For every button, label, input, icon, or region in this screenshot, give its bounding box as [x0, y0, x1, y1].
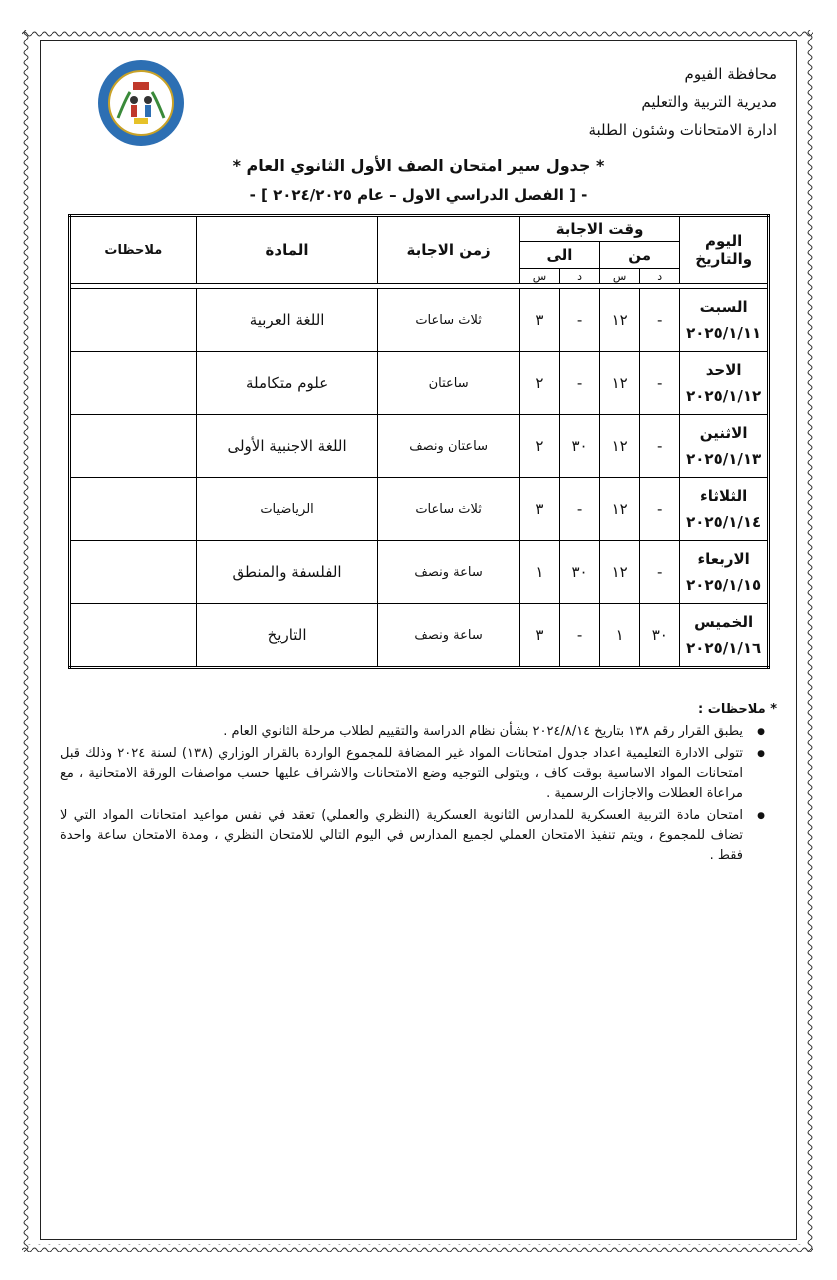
exam-schedule-table: [68, 214, 770, 669]
from-hour-cell: ١٢: [600, 478, 640, 541]
notes-cell: [70, 604, 197, 668]
notes-list: [60, 722, 755, 866]
from-minute-cell: -: [640, 541, 680, 604]
day-date-cell: [680, 352, 769, 415]
date-value: ٢٠٢٥/١/١١: [686, 324, 762, 342]
from-minute-cell: -: [640, 415, 680, 478]
day-date-cell: [680, 478, 769, 541]
day-date-cell: [680, 415, 769, 478]
duration-cell: ساعة ونصف: [378, 541, 519, 604]
from-hour-cell: ١٢: [600, 541, 640, 604]
from-minute-cell: ٣٠: [640, 604, 680, 668]
to-hour-cell: ٢: [519, 352, 559, 415]
subject-cell: علوم متكاملة: [196, 352, 378, 415]
header-from-hour: س: [600, 269, 640, 284]
day-date-cell: [680, 604, 769, 668]
date-value: ٢٠٢٥/١/١٤: [686, 513, 762, 531]
governorate-label: محافظة الفيوم: [684, 65, 777, 83]
day-name: الاربعاء: [697, 550, 750, 568]
page-subtitle: - [ الفصل الدراسي الاول – عام ٢٠٢٤/٢٠٢٥ ] -: [249, 186, 588, 204]
table-row: [70, 478, 769, 541]
subject-cell: التاريخ: [196, 604, 378, 668]
date-value: ٢٠٢٥/١/١٦: [686, 639, 762, 657]
date-value: ٢٠٢٥/١/١٥: [686, 576, 762, 594]
to-hour-cell: ١: [519, 541, 559, 604]
note-item: ● تتولى الادارة التعليمية اعداد جدول امتحانات المواد غير المضافة للمجموع الواردة بالقرار الوزاري (١٣٨) لسنة ٢٠٢٤ وذلك قبل امتحانات المواد الاساسية بوقت كاف ، ويتولى التوجيه وضع الامتحانات والاشراف عليها حسب مواصفات الورقة الامتحانية ، مع مراعاة العطلات والاجازات الرسمية .: [60, 744, 755, 804]
from-hour-cell: ١: [600, 604, 640, 668]
duration-cell: ساعة ونصف: [378, 604, 519, 668]
from-hour-cell: ١٢: [600, 289, 640, 352]
from-hour-cell: ١٢: [600, 352, 640, 415]
header-answer-time: وقت الاجابة: [519, 216, 679, 242]
to-hour-cell: ٣: [519, 478, 559, 541]
table-row: [70, 289, 769, 352]
subject-cell: الفلسفة والمنطق: [196, 541, 378, 604]
duration-cell: ساعتان: [378, 352, 519, 415]
subject-cell: اللغة الاجنبية الأولى: [196, 415, 378, 478]
header-from: من: [600, 242, 680, 269]
notes-heading: * ملاحظات :: [698, 702, 777, 717]
subject-cell: اللغة العربية: [196, 289, 378, 352]
to-minute-cell: -: [559, 478, 599, 541]
table-row: [70, 604, 769, 668]
day-name: الثلاثاء: [700, 487, 748, 505]
to-minute-cell: ٣٠: [559, 415, 599, 478]
table-row: [70, 352, 769, 415]
to-hour-cell: ٣: [519, 604, 559, 668]
note-item: ● يطبق القرار رقم ١٣٨ بتاريخ ٢٠٢٤/٨/١٤ بشأن نظام الدراسة والتقييم لطلاب مرحلة الثانوي العام .: [60, 722, 755, 742]
notes-cell: [70, 415, 197, 478]
notes-section: [60, 700, 777, 868]
note-item: ● امتحان مادة التربية العسكرية للمدارس الثانوية العسكرية (النظري والعملي) تعقد في نفس مواعيد امتحانات المواد التي لا تضاف للمجموع ، ويتم تنفيذ الامتحان العملي لجميع المدارس في اليوم التالي للامتحان النظري ، ومدة الامتحان ساعة واحدة فقط .: [60, 806, 755, 866]
day-date-cell: [680, 289, 769, 352]
document-header: [588, 60, 777, 144]
day-name: الاحد: [705, 361, 742, 379]
day-name: السبت: [699, 298, 748, 316]
duration-cell: ثلاث ساعات: [378, 289, 519, 352]
from-minute-cell: -: [640, 478, 680, 541]
from-minute-cell: -: [640, 289, 680, 352]
header-notes: ملاحظات: [70, 216, 197, 284]
notes-cell: [70, 541, 197, 604]
header-to-hour: س: [519, 269, 559, 284]
directorate-label: مديرية التربية والتعليم: [641, 93, 777, 111]
header-duration: زمن الاجابة: [378, 216, 519, 284]
to-minute-cell: -: [559, 289, 599, 352]
directorate-logo: [96, 58, 186, 148]
from-hour-cell: ١٢: [600, 415, 640, 478]
to-hour-cell: ٢: [519, 415, 559, 478]
to-hour-cell: ٣: [519, 289, 559, 352]
header-subject: المادة: [196, 216, 378, 284]
to-minute-cell: -: [559, 604, 599, 668]
date-value: ٢٠٢٥/١/١٢: [686, 387, 762, 405]
date-value: ٢٠٢٥/١/١٣: [686, 450, 762, 468]
subject-cell: الرياضيات: [196, 478, 378, 541]
header-from-minute: د: [640, 269, 680, 284]
header-to: الى: [519, 242, 599, 269]
from-minute-cell: -: [640, 352, 680, 415]
day-name: الخميس: [694, 613, 754, 631]
notes-cell: [70, 289, 197, 352]
to-minute-cell: ٣٠: [559, 541, 599, 604]
duration-cell: ساعتان ونصف: [378, 415, 519, 478]
header-to-minute: د: [559, 269, 599, 284]
page-title: * جدول سير امتحان الصف الأول الثانوي العام *: [232, 156, 605, 175]
day-name: الاثنين: [699, 424, 748, 442]
notes-cell: [70, 478, 197, 541]
duration-cell: ثلاث ساعات: [378, 478, 519, 541]
header-day-date: اليوم والتاريخ: [680, 216, 769, 284]
to-minute-cell: -: [559, 352, 599, 415]
table-row: [70, 541, 769, 604]
department-label: ادارة الامتحانات وشئون الطلبة: [588, 121, 777, 139]
day-date-cell: [680, 541, 769, 604]
table-row: [70, 415, 769, 478]
notes-cell: [70, 352, 197, 415]
